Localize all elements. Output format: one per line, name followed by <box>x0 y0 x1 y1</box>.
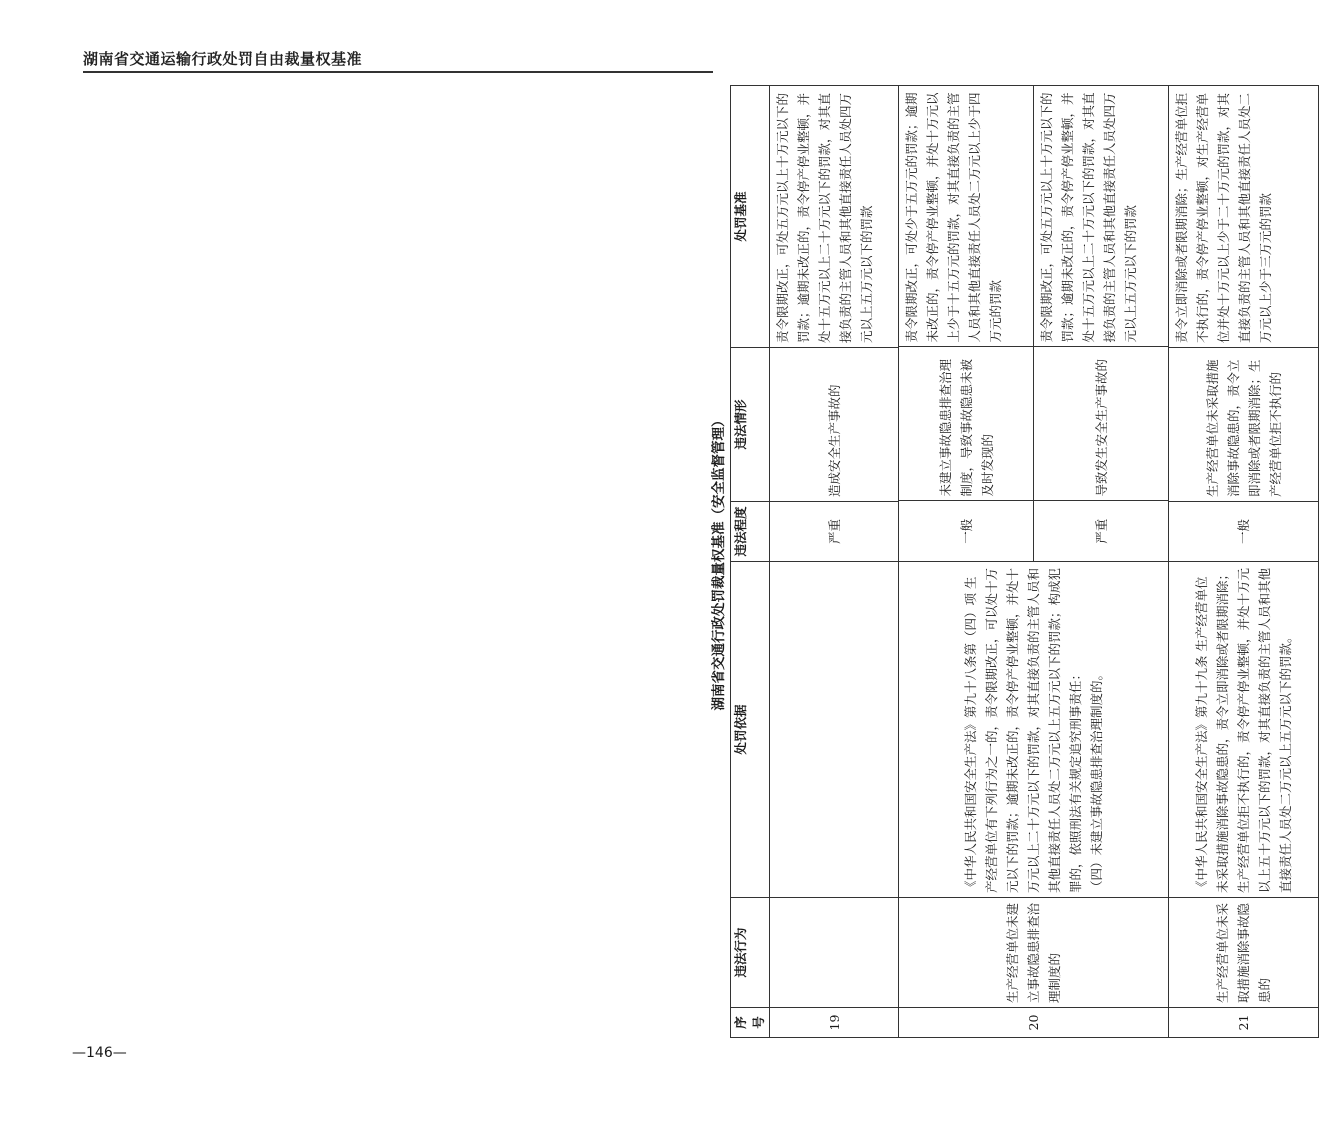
row-act <box>770 898 899 1008</box>
row-seq: 19 <box>770 1008 899 1038</box>
subrow <box>1034 85 1169 561</box>
col-header-seq: 序号 <box>731 1008 770 1038</box>
col-header-circumstance: 违法情形 <box>731 348 770 502</box>
subrow-table <box>899 85 1168 561</box>
page-number: —146— <box>72 1045 127 1061</box>
subrow-level: 一般 <box>899 501 1034 561</box>
row-basis: 《中华人民共和国安全生产法》第九十九条 生产经营单位未采取措施消除事故隐患的，责令立即消除或者限期消除；生产经营单位拒不执行的，责令停产停业整顿，并处十万元以上五十万元以下的罚款，对其直接负责的主管人员和其他直接责任人员处二万元以上五万元以下的罚款。 <box>1169 562 1319 898</box>
row-act: 生产经营单位未采取措施消除事故隐患的 <box>1169 898 1319 1008</box>
row-standard: 责令限期改正，可处五万元以上十万元以下的罚款；逾期未改正的，责令停产停业整顿，并处十五万元以上二十万元以下的罚款，对其直接负责的主管人员和其他直接责任人员处四万元以上五万元以下的罚款 <box>770 86 899 348</box>
header-rule <box>83 71 713 73</box>
table-header-row <box>731 86 770 1038</box>
col-header-act: 违法行为 <box>731 898 770 1008</box>
col-header-standard: 处罚基准 <box>731 86 770 348</box>
table-row <box>770 86 899 1038</box>
row-standard: 责令立即消除或者限期消除；生产经营单位拒不执行的，责令停产停业整顿，对生产经营单位并处十万元以上少于二十万元的罚款，对其直接负责的主管人员和其他直接责任人员处二万元以上少于三万元的罚款 <box>1169 86 1319 348</box>
table-row <box>1169 86 1319 1038</box>
row-basis <box>770 562 899 898</box>
subrow-circumstance: 导致发生安全生产事故的 <box>1034 347 1169 501</box>
penalty-table <box>730 85 1319 1038</box>
row-subrows <box>899 86 1169 562</box>
col-header-level: 违法程度 <box>731 502 770 562</box>
rotated-table-block <box>708 86 1299 1038</box>
row-act: 生产经营单位未建立事故隐患排查治理制度的 <box>899 898 1169 1008</box>
row-seq: 20 <box>899 1008 1169 1038</box>
subrow-circumstance: 未建立事故隐患排查治理制度，导致事故隐患未被及时发现的 <box>899 347 1034 501</box>
row-level: 严重 <box>770 502 899 562</box>
row-seq: 21 <box>1169 1008 1319 1038</box>
subrow <box>899 85 1034 561</box>
row-basis: 《中华人民共和国安全生产法》第九十八条第（四）项 生产经营单位有下列行为之一的，责令限期改正，可以处十万元以下的罚款；逾期未改正的，责令停产停业整顿，并处十万元以上二十万元以下的罚款，对其直接负责的主管人员和其他直接责任人员处二万元以上五万元以下的罚款；构成犯罪的，依照刑法有关规定追究刑事责任： （四）未建立事故隐患排查治理制度的。 <box>899 562 1169 898</box>
col-header-basis: 处罚依据 <box>731 562 770 898</box>
subrow-level: 严重 <box>1034 501 1169 561</box>
row-level: 一般 <box>1169 502 1319 562</box>
table-row <box>899 86 1169 1038</box>
running-header: 湖南省交通运输行政处罚自由裁量权基准 <box>83 50 363 68</box>
table-title: 湖南省交通行政处罚裁量权基准（安全监督管理） <box>711 413 727 711</box>
row-circumstance: 生产经营单位未采取措施消除事故隐患的，责令立即消除或者限期消除；生产经营单位拒不执行的 <box>1169 348 1319 502</box>
subrow-standard: 责令限期改正，可处五万元以上十万元以下的罚款；逾期未改正的，责令停产停业整顿，并处十五万元以上二十万元以下的罚款，对其直接负责的主管人员和其他直接责任人员处四万元以上五万元以下的罚款 <box>1034 85 1169 347</box>
subrow-standard: 责令限期改正，可处少于五万元的罚款；逾期未改正的，责令停产停业整顿，并处十万元以上少于十五万元的罚款，对其直接负责的主管人员和其他直接责任人员处二万元以上少于四万元的罚款 <box>904 92 1003 343</box>
row-circumstance: 造成安全生产事故的 <box>770 348 899 502</box>
